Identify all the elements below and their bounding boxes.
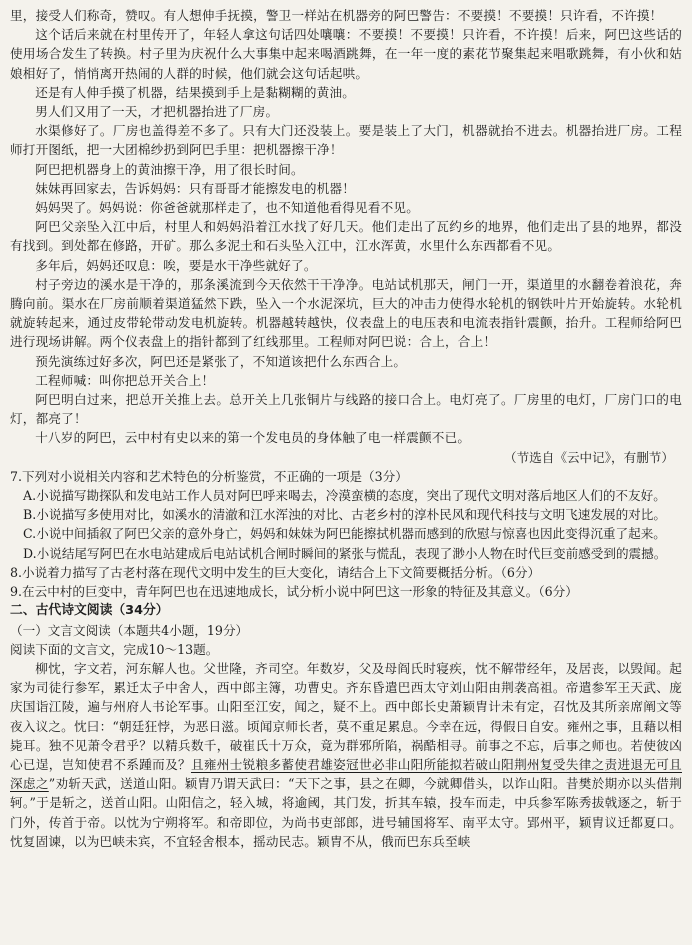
excerpt-source: （节选自《云中记》，有删节） xyxy=(503,449,674,465)
passage-text: 柳忱，字文若，河东解人也。父世隆，齐司空。年数岁，父及母阎氏时寝疾，忱不解带经年，及居丧，以毁闻。起家为司徒行参军，累迁太子中舍人，西中郎主簿，功曹史。齐东昏遣巴西太守刘山阳由荆袭高祖。帝遣参军王天武、庞庆国诣江陵，遍与州府人书论军事。山阳至江安，闻之，疑不上。西中郎长史萧颖胄计未有定，召忱及其所亲席阐文等夜入议之。忱曰：“朝廷狂悖，为恶日滋。顷闻京师长者，莫不重足累息。今幸在远，得假日自安。雍州之事，且藉以相毙耳。独不见萧令君乎？以精兵数千，破崔氏十万众，竟为群邪所陷，祸酷相寻。前事之不忘，后事之师也。若使彼凶心已逞，岂知使君不系踵而及？ xyxy=(10,660,682,772)
story-excerpt xyxy=(10,6,682,467)
story-paragraph: 村子旁边的溪水是干净的，那条溪流到今天依然干干净净。电站试机那天，闸门一开，渠道里的水翻卷着浪花，奔腾向前。渠水在厂房前顺着渠道猛然下跌，坠入一个水泥深坑，巨大的冲击力使得水轮机的钢铁叶片开始旋转。水轮机就旋转起来，通过皮带轮带动发电机旋转。机器越转越快，仪表盘上的电压表和电流表指针震颤，抬升。工程师给阿巴进行现场讲解。两个仪表盘上的指针都到了红线那里。工程师对阿巴说：合上，合上！ xyxy=(10,276,682,350)
question-8: 8.小说着力描写了古老村落在现代文明中发生的巨大变化，请结合上下文简要概括分析。（6分） xyxy=(10,564,541,580)
story-paragraph: 还是有人伸手摸了机器，结果摸到手上是黏糊糊的黄油。 xyxy=(35,84,356,100)
story-paragraph: 这个话后来就在村里传开了，年轻人拿这句话四处嚷嚷：不要摸！不要摸！只许看，不许摸！后来，阿巴这些话的使用场合发生了转换。村子里为庆祝什么大事集中起来喝酒跳舞，在一年一度的素花节聚集起来唱歌跳舞，有小伙和姑娘相好了，悄悄离开热闹的人群的时候，他们就会这句话起哄。 xyxy=(10,27,682,81)
section-subtitle: （一）文言文阅读（本题共4小题，19分） xyxy=(10,622,249,638)
story-paragraph: 阿巴父亲坠入江中后，村里人和妈妈沿着江水找了好几天。他们走出了瓦约乡的地界，他们走出了县的地界，都没有找到。到处都在修路，开矿。那么多泥土和石头坠入江中，江水浑黄，水里什么东西都看不见。 xyxy=(10,219,682,254)
story-paragraph: 妹妹再回家去，告诉妈妈：只有哥哥才能擦发电的机器！ xyxy=(35,180,356,196)
story-paragraph: 里，接受人们称奇，赞叹。有人想伸手抚摸，警卫一样站在机器旁的阿巴警告：不要摸！不要摸！只许看，不许摸！ xyxy=(10,8,663,23)
option-d: D.小说结尾写阿巴在水电站建成后电站试机合闸时瞬间的紧张与慌乱，表现了渺小人物在时代巨变前感受到的震撼。 xyxy=(23,545,667,561)
question-7 xyxy=(10,467,682,563)
story-paragraph: 阿巴把机器身上的黄油擦干净，用了很长时间。 xyxy=(35,161,304,177)
option-c: C.小说中间插叙了阿巴父亲的意外身亡，妈妈和妹妹为阿巴能擦拭机器而感到的欣慰与惊喜也因此变得沉重了起来。 xyxy=(23,526,666,542)
story-paragraph: 预先演练过好多次，阿巴还是紧张了，不知道该把什么东西合上。 xyxy=(35,353,407,369)
option-a: A.小说描写勘探队和发电站工作人员对阿巴呼来喝去，冷漠蛮横的态度，突出了现代文明对落后地区人们的不友好。 xyxy=(23,488,666,504)
story-paragraph: 多年后，妈妈还叹息：唉，要是水干净些就好了。 xyxy=(35,257,317,273)
story-paragraph: 阿巴明白过来，把总开关推上去。总开关上几张铜片与线路的接口合上。电灯亮了。厂房里的电灯，厂房门口的电灯，都亮了！ xyxy=(10,392,682,427)
story-paragraph: 十八岁的阿巴，云中村有史以来的第一个发电员的身体触了电一样震颤不已。 xyxy=(35,430,471,446)
story-paragraph: 男人们又用了一天，才把机器抬进了厂房。 xyxy=(35,104,279,120)
classical-passage xyxy=(10,659,682,851)
question-stem: 7.下列对小说相关内容和艺术特色的分析鉴赏，不正确的一项是（3分） xyxy=(10,468,408,484)
underlined-sentence: 且雍州士锐粮多蓄使君雄姿冠世必非山阳所能拟若破山阳荆州复受失律之责进退无可且深虑之 xyxy=(10,756,682,792)
passage-text-continued: ”劝斩天武，送道山阳。颖胄乃谓天武曰：“天下之事，县之在卿，今就卿借头，以诈山阳。昔樊於期亦以头借荆轲。”于是斩之，送首山阳。山阳信之，轻入城，将逾阈，其门发，折其车辕，投车而走，中兵参军陈秀拔戟逐之，斩于门外，传首于帝。以忱为宁朔将军。和帝即位，为尚书吏部郎，进号辅国将军、南平太守。郢州平，颖胄议迁都夏口。忱复固谏，以为巴峡未宾，不宜轻舍根本，摇动民志。颖胄不从，俄而巴东兵至峡 xyxy=(10,776,682,849)
story-paragraph: 工程师喊：叫你把总开关合上！ xyxy=(35,372,215,388)
story-paragraph: 妈妈哭了。妈妈说：你爸爸就那样走了，也不知道他看得见看不见。 xyxy=(35,200,419,216)
option-b: B.小说描写多使用对比，如溪水的清澈和江水浑浊的对比、古老乡村的淳朴民风和现代科技与文明飞速发展的对比。 xyxy=(23,507,666,523)
story-paragraph: 水渠修好了。厂房也盖得差不多了。只有大门还没装上。要是装上了大门，机器就抬不进去。机器抬进厂房。工程师打开图纸，把一大团棉纱扔到阿巴手里：把机器擦干净！ xyxy=(10,123,682,158)
section-title: 二、古代诗文阅读（34分） xyxy=(10,603,169,619)
reading-instruction: 阅读下面的文言文，完成10～13题。 xyxy=(10,641,219,657)
question-9: 9.在云中村的巨变中，青年阿巴也在迅速地成长，试分析小说中阿巴这一形象的特征及其意义。（6分） xyxy=(10,584,578,600)
